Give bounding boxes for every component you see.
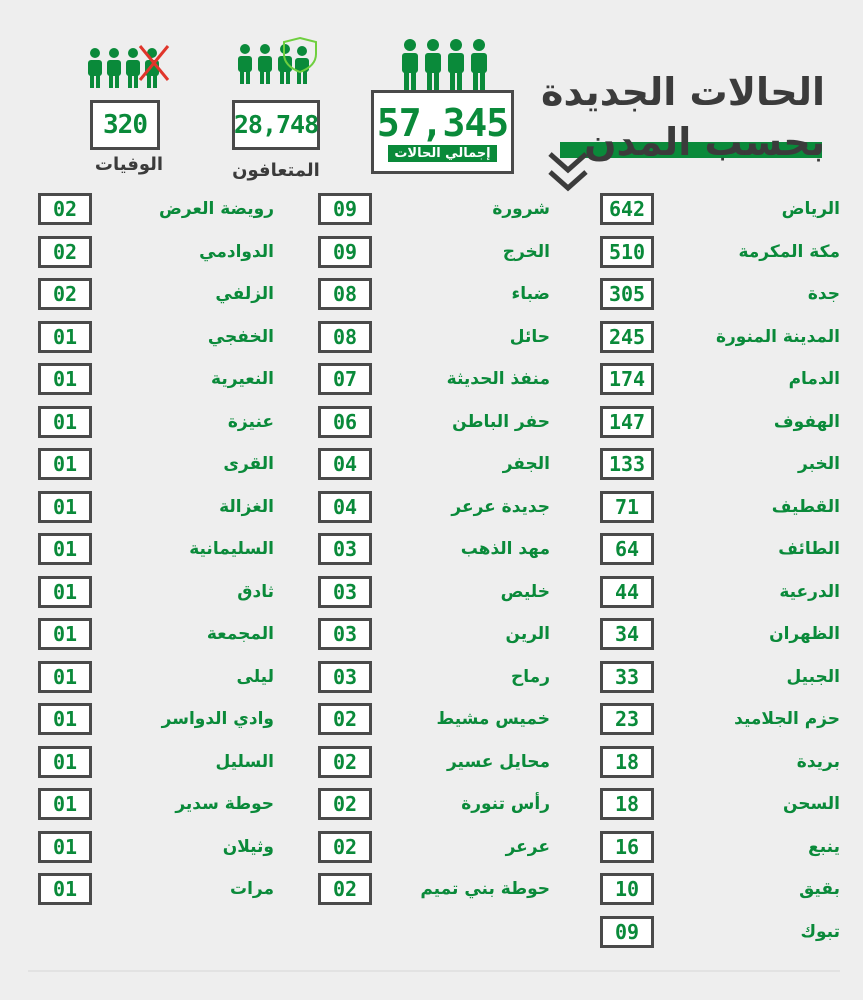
city-case-count: 133 bbox=[600, 448, 654, 480]
city-row bbox=[38, 448, 274, 480]
city-row bbox=[318, 448, 550, 480]
city-name: ليلى bbox=[236, 666, 274, 687]
city-case-count: 01 bbox=[38, 491, 92, 523]
city-case-count: 16 bbox=[600, 831, 654, 863]
city-name: عنيزة bbox=[227, 411, 274, 432]
city-case-count: 01 bbox=[38, 321, 92, 353]
city-case-count: 02 bbox=[318, 788, 372, 820]
city-row bbox=[600, 406, 840, 438]
city-name: حزم الجلاميد bbox=[734, 709, 840, 729]
city-row bbox=[600, 321, 840, 353]
city-case-count: 02 bbox=[318, 703, 372, 735]
city-name: حفر الباطن bbox=[452, 411, 550, 432]
city-case-count: 02 bbox=[38, 278, 92, 310]
city-case-count: 174 bbox=[600, 363, 654, 395]
city-row bbox=[600, 703, 840, 735]
city-case-count: 02 bbox=[318, 831, 372, 863]
city-name: السليمانية bbox=[189, 539, 274, 559]
city-name: مهد الذهب bbox=[460, 539, 550, 559]
city-name: شرورة bbox=[492, 199, 550, 219]
city-name: الخرج bbox=[502, 241, 550, 262]
city-row bbox=[38, 321, 274, 353]
city-case-count: 03 bbox=[318, 576, 372, 608]
city-row bbox=[600, 576, 840, 608]
city-case-count: 18 bbox=[600, 746, 654, 778]
city-case-count: 33 bbox=[600, 661, 654, 693]
city-name: الرين bbox=[505, 624, 550, 644]
city-row bbox=[318, 746, 550, 778]
city-name: تبوك bbox=[800, 921, 840, 942]
city-name: المجمعة bbox=[206, 624, 274, 644]
city-row bbox=[600, 236, 840, 268]
city-row bbox=[318, 873, 550, 905]
city-case-count: 642 bbox=[600, 193, 654, 225]
city-name: رأس تنورة bbox=[461, 794, 550, 814]
city-row bbox=[318, 236, 550, 268]
people-shield-icon bbox=[236, 36, 318, 84]
city-name: الدرعية bbox=[779, 581, 840, 602]
city-row bbox=[318, 661, 550, 693]
city-row bbox=[318, 576, 550, 608]
city-name: الزلفي bbox=[215, 284, 274, 304]
recovered-box bbox=[232, 100, 320, 150]
city-case-count: 01 bbox=[38, 831, 92, 863]
city-case-count: 10 bbox=[600, 873, 654, 905]
city-row bbox=[38, 873, 274, 905]
city-name: حائل bbox=[509, 326, 550, 347]
city-name: حوطة بني تميم bbox=[420, 879, 550, 899]
city-case-count: 18 bbox=[600, 788, 654, 820]
city-case-count: 09 bbox=[318, 236, 372, 268]
city-row bbox=[318, 278, 550, 310]
city-name: السحن bbox=[782, 794, 840, 814]
city-case-count: 04 bbox=[318, 448, 372, 480]
city-name: وثيلان bbox=[222, 836, 274, 857]
city-name: منفذ الحديثة bbox=[446, 369, 550, 389]
city-case-count: 03 bbox=[318, 533, 372, 565]
deaths-label: الوفيات bbox=[94, 154, 164, 175]
recovered-label: المتعافون bbox=[232, 160, 320, 181]
people-crossed-icon bbox=[86, 40, 172, 88]
city-case-count: 01 bbox=[38, 873, 92, 905]
city-case-count: 245 bbox=[600, 321, 654, 353]
city-name: الجبيل bbox=[786, 666, 840, 687]
city-name: الدمام bbox=[788, 369, 840, 389]
city-row bbox=[38, 278, 274, 310]
city-row bbox=[600, 916, 840, 948]
city-row bbox=[38, 831, 274, 863]
city-case-count: 08 bbox=[318, 321, 372, 353]
city-name: الجفر bbox=[502, 454, 550, 474]
city-case-count: 01 bbox=[38, 703, 92, 735]
city-name: رماح bbox=[511, 666, 550, 687]
total-cases-value: 57,345 bbox=[376, 100, 509, 145]
city-name: المدينة المنورة bbox=[715, 326, 840, 347]
city-case-count: 147 bbox=[600, 406, 654, 438]
city-case-count: 34 bbox=[600, 618, 654, 650]
people-group-icon bbox=[400, 38, 492, 92]
city-case-count: 01 bbox=[38, 406, 92, 438]
city-case-count: 04 bbox=[318, 491, 372, 523]
city-row bbox=[38, 788, 274, 820]
city-row bbox=[600, 533, 840, 565]
city-case-count: 01 bbox=[38, 576, 92, 608]
city-name: بريدة bbox=[796, 751, 840, 772]
city-row bbox=[600, 448, 840, 480]
city-case-count: 06 bbox=[318, 406, 372, 438]
city-row bbox=[600, 746, 840, 778]
deaths-value: 320 bbox=[103, 110, 147, 140]
city-row bbox=[38, 193, 274, 225]
city-row bbox=[600, 873, 840, 905]
city-name: القطيف bbox=[771, 496, 840, 517]
city-row bbox=[318, 533, 550, 565]
city-case-count: 09 bbox=[318, 193, 372, 225]
city-row bbox=[38, 406, 274, 438]
city-row bbox=[38, 703, 274, 735]
city-name: الخفجي bbox=[207, 326, 274, 347]
city-name: الطائف bbox=[778, 539, 840, 559]
city-name: عرعر bbox=[505, 836, 550, 857]
city-case-count: 01 bbox=[38, 661, 92, 693]
city-name: الرياض bbox=[781, 199, 840, 219]
city-name: ضباء bbox=[511, 284, 550, 304]
city-row bbox=[318, 788, 550, 820]
city-row bbox=[38, 661, 274, 693]
city-name: الخبر bbox=[798, 454, 840, 474]
city-case-count: 03 bbox=[318, 618, 372, 650]
city-row bbox=[318, 491, 550, 523]
city-name: النعيرية bbox=[211, 369, 274, 389]
city-name: الدوادمي bbox=[199, 241, 274, 262]
city-case-count: 02 bbox=[38, 236, 92, 268]
city-case-count: 03 bbox=[318, 661, 372, 693]
city-row bbox=[600, 618, 840, 650]
page-title-line-2: بحسب المدن bbox=[584, 120, 825, 164]
city-row bbox=[318, 193, 550, 225]
recovered-value: 28,748 bbox=[233, 110, 319, 139]
city-case-count: 08 bbox=[318, 278, 372, 310]
city-row bbox=[318, 406, 550, 438]
city-name: محايل عسير bbox=[446, 751, 550, 772]
city-name: ثادق bbox=[237, 581, 274, 602]
city-case-count: 09 bbox=[600, 916, 654, 948]
city-case-count: 305 bbox=[600, 278, 654, 310]
city-row bbox=[38, 746, 274, 778]
city-case-count: 01 bbox=[38, 363, 92, 395]
city-row bbox=[600, 661, 840, 693]
city-case-count: 64 bbox=[600, 533, 654, 565]
city-case-count: 02 bbox=[38, 193, 92, 225]
city-name: رويضة العرض bbox=[159, 199, 274, 219]
city-case-count: 01 bbox=[38, 448, 92, 480]
city-name: بقيق bbox=[799, 879, 840, 899]
city-row bbox=[38, 618, 274, 650]
city-name: وادي الدواسر bbox=[161, 709, 274, 729]
city-row bbox=[318, 618, 550, 650]
city-row bbox=[318, 363, 550, 395]
city-case-count: 71 bbox=[600, 491, 654, 523]
city-row bbox=[38, 576, 274, 608]
city-row bbox=[318, 703, 550, 735]
city-case-count: 01 bbox=[38, 618, 92, 650]
city-row bbox=[600, 788, 840, 820]
city-case-count: 01 bbox=[38, 533, 92, 565]
city-row bbox=[600, 831, 840, 863]
city-name: خميس مشيط bbox=[436, 709, 550, 729]
total-cases-label: إجمالي الحالات bbox=[388, 145, 496, 162]
city-row bbox=[600, 278, 840, 310]
city-row bbox=[600, 363, 840, 395]
deaths-box bbox=[90, 100, 160, 150]
city-case-count: 07 bbox=[318, 363, 372, 395]
city-row bbox=[38, 236, 274, 268]
city-name: جديدة عرعر bbox=[451, 496, 550, 517]
city-row bbox=[600, 193, 840, 225]
city-row bbox=[38, 491, 274, 523]
city-name: السليل bbox=[215, 751, 274, 772]
city-row bbox=[318, 831, 550, 863]
city-case-count: 01 bbox=[38, 746, 92, 778]
city-name: مرات bbox=[229, 879, 274, 899]
city-name: الغزالة bbox=[219, 496, 274, 517]
city-case-count: 02 bbox=[318, 746, 372, 778]
city-case-count: 510 bbox=[600, 236, 654, 268]
city-case-count: 44 bbox=[600, 576, 654, 608]
city-row bbox=[318, 321, 550, 353]
city-name: خليص bbox=[500, 581, 550, 602]
city-row bbox=[38, 533, 274, 565]
city-name: جدة bbox=[807, 284, 840, 304]
page-title-line-1: الحالات الجديدة bbox=[541, 70, 825, 114]
city-case-count: 23 bbox=[600, 703, 654, 735]
city-case-count: 02 bbox=[318, 873, 372, 905]
city-case-count: 01 bbox=[38, 788, 92, 820]
total-cases-box bbox=[371, 90, 514, 174]
city-name: القرى bbox=[223, 454, 274, 474]
city-name: الظهران bbox=[769, 624, 840, 644]
city-name: مكة المكرمة bbox=[738, 241, 840, 262]
bottom-divider bbox=[28, 970, 840, 972]
city-row bbox=[600, 491, 840, 523]
city-name: ينبع bbox=[808, 836, 840, 857]
city-row bbox=[38, 363, 274, 395]
city-name: الهفوف bbox=[773, 411, 840, 432]
city-name: حوطة سدير bbox=[175, 794, 274, 814]
